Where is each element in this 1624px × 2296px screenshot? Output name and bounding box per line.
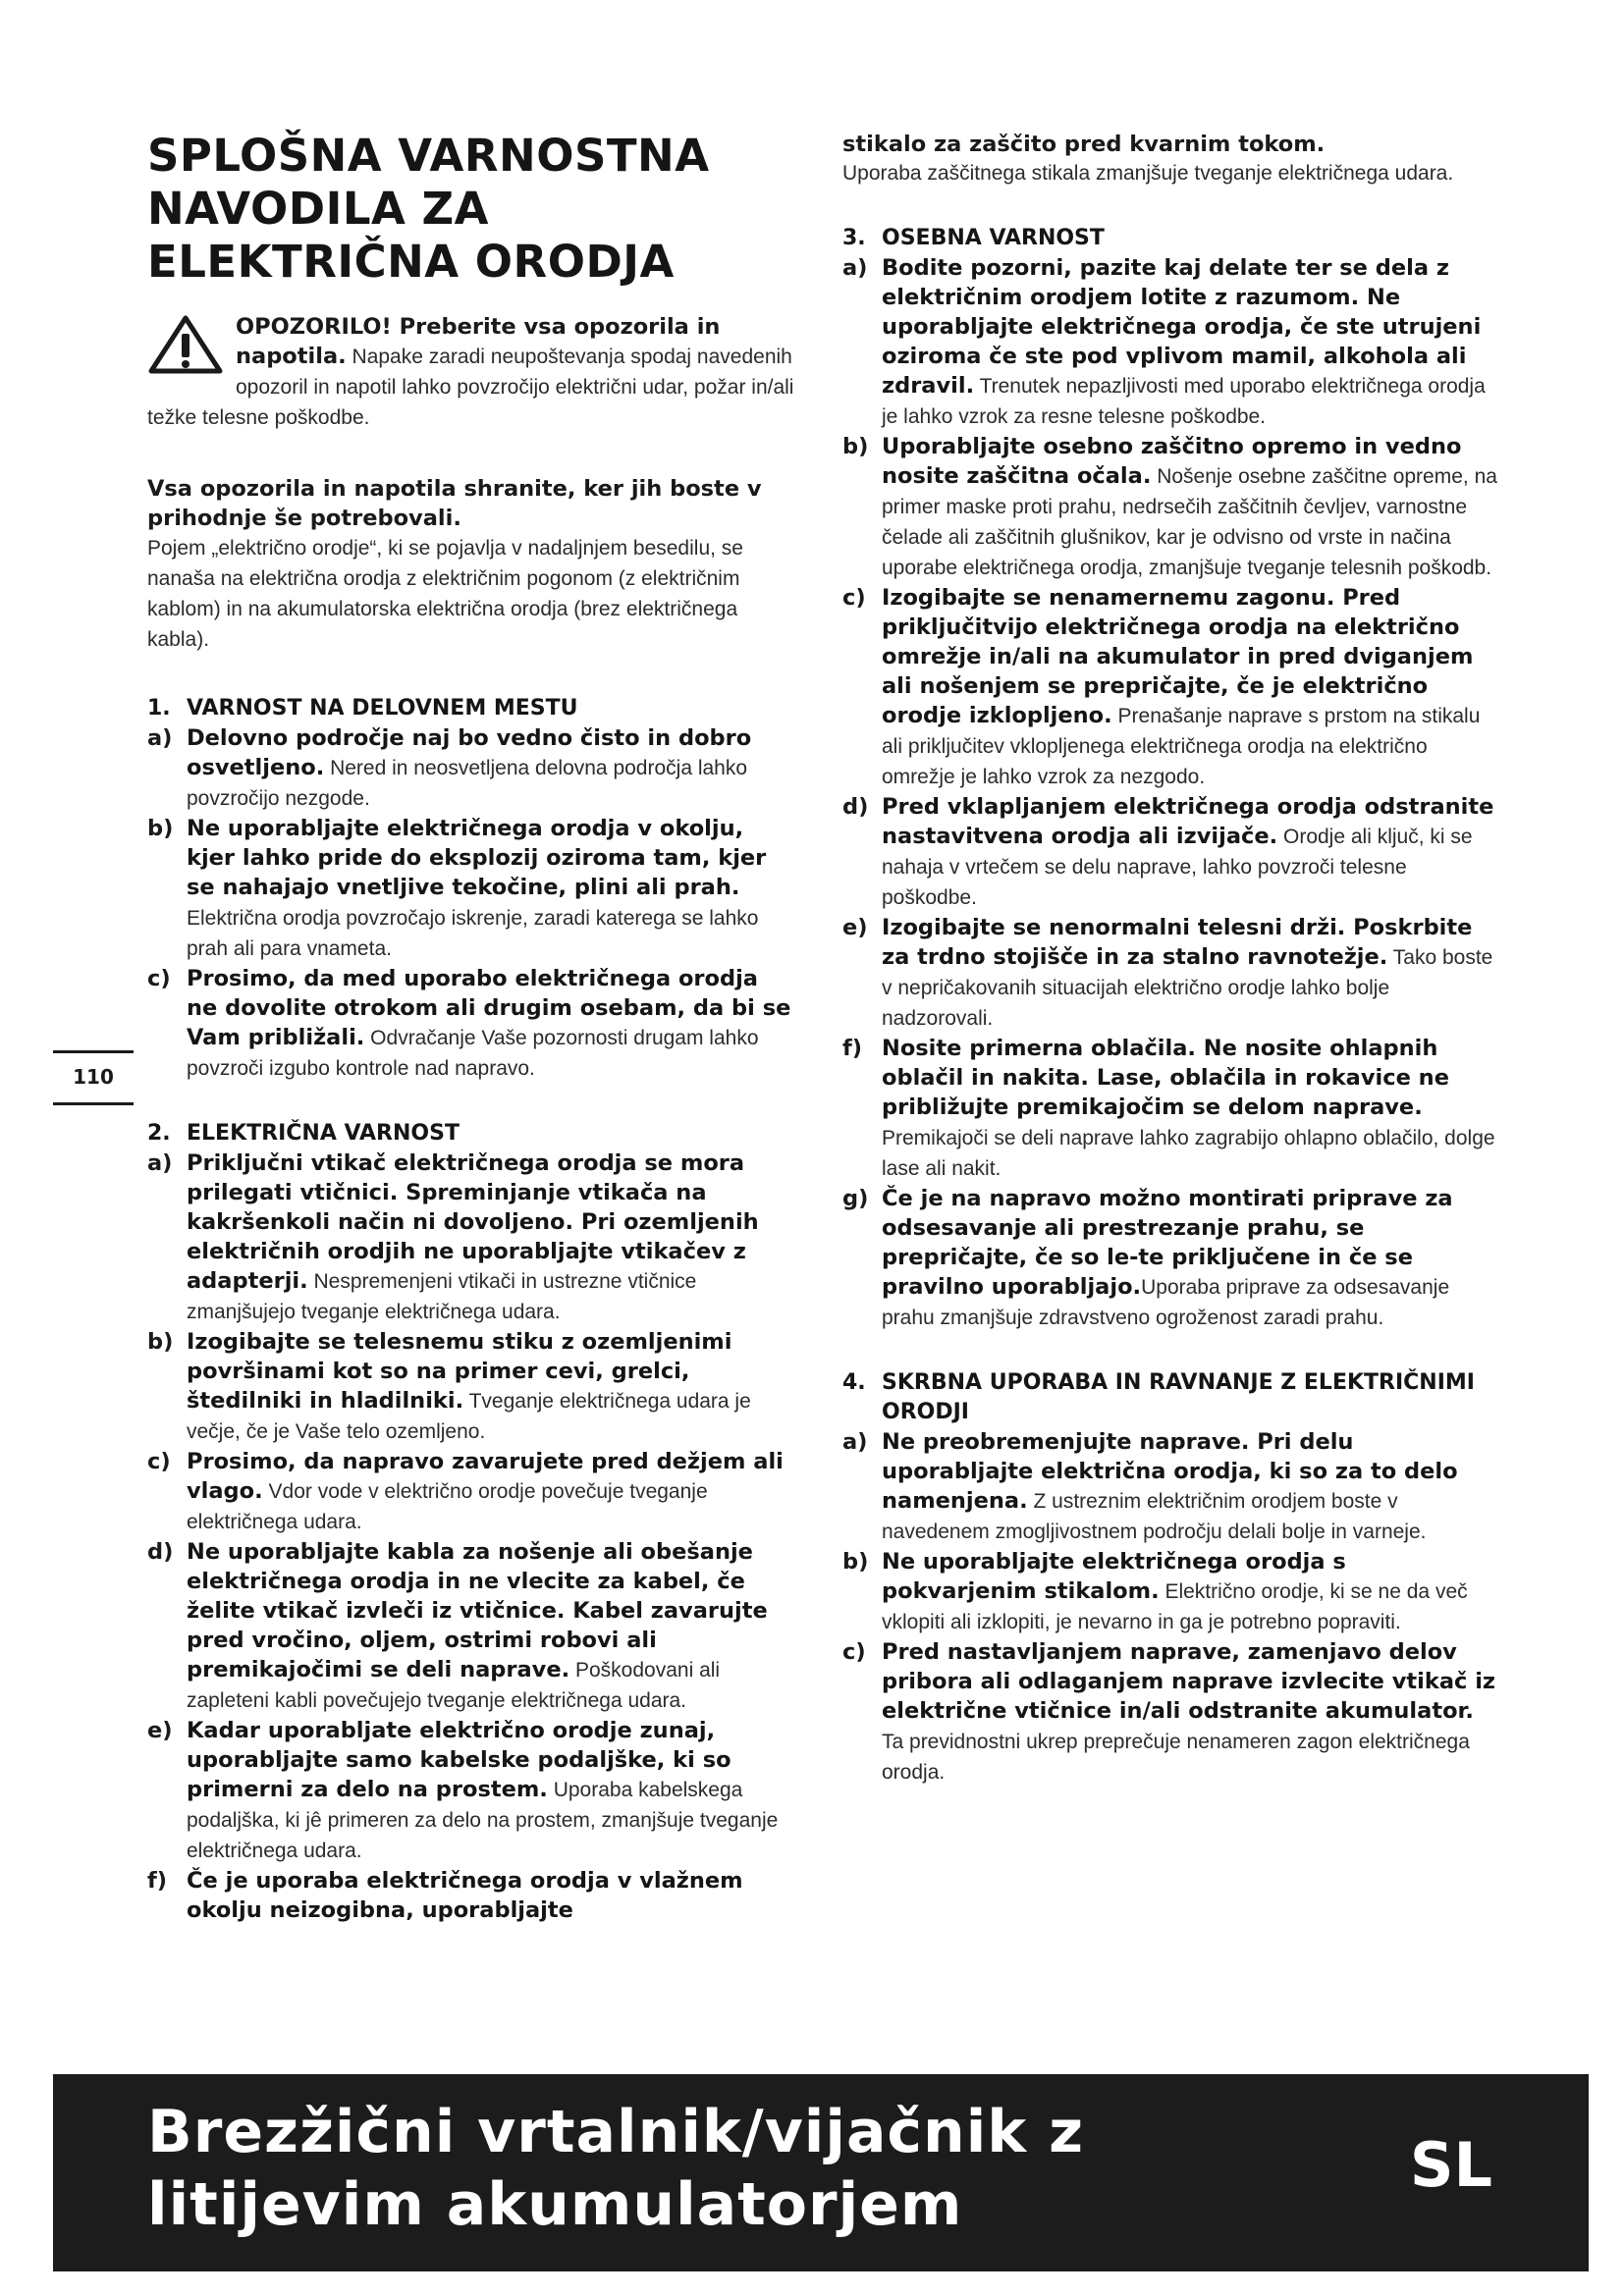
item-label: a) xyxy=(147,725,173,751)
section-number: 3. xyxy=(842,226,866,250)
item-label: b) xyxy=(147,816,174,841)
footer-product-title xyxy=(147,2096,1227,2241)
list-item xyxy=(147,964,795,1084)
item-label: b) xyxy=(147,1329,174,1355)
item-text: Trenutek nepazljivosti med uporabo električnega orodja je lahko vzrok za resne telesne poškodbe. xyxy=(882,375,1486,428)
item-bold-text: Izogibajte se nenormalni telesni drži. Poskrbite za trdno stojišče in za stalno ravnotežje. xyxy=(882,915,1473,970)
item-label: c) xyxy=(842,1639,866,1665)
list-item xyxy=(147,1866,795,1926)
right-column xyxy=(842,130,1500,1823)
item-text: Odvračanje Vaše pozornosti drugam lahko povzroči izgubo kontrole nad napravo. xyxy=(187,1027,759,1080)
item-label: e) xyxy=(147,1718,173,1743)
item-bold-text: Izogibajte se nenamernemu zagonu. Pred priključitvijo električnega orodja na električno omrežje in/ali na akumulator in pred dviganjem ali nošenjem se prepričajte, če je električno orodje izklopljeno. xyxy=(882,585,1474,728)
item-text: Orodje ali ključ, ki se nahaja v vrtečem se delu naprave, lahko povzroči telesne poškodbe. xyxy=(882,826,1473,909)
item-label: c) xyxy=(147,966,171,991)
item-text: Premikajoči se deli naprave lahko zagrabijo ohlapno oblačilo, dolge lase ali nakit. xyxy=(882,1127,1495,1180)
item-text: Prenašanje naprave s prstom na stikalu ali priključitev vklopljenega električnega orodja na električno omrežje je lahko vzrok za nezgodo. xyxy=(882,705,1481,788)
section-heading xyxy=(842,224,1500,253)
item-text: Poškodovani ali zapleteni kabli povečujejo tveganje električnega udara. xyxy=(187,1659,721,1712)
item-text: Nespremenjeni vtikači in ustrezne vtičnice zmanjšujejo tveganje električnega udara. xyxy=(187,1270,697,1323)
item-text: Nered in neosvetljena delovna področja lahko povzročijo nezgode. xyxy=(187,757,748,810)
list-item xyxy=(842,1034,1500,1184)
list-item xyxy=(147,723,795,814)
list-item xyxy=(147,1716,795,1866)
item-text: Uporaba kabelskega podaljška, ki jê primeren za delo na prostem, zmanjšuje tveganje električnega udara. xyxy=(187,1779,779,1862)
item-label: b) xyxy=(842,1549,869,1575)
list-item xyxy=(147,814,795,964)
warning-bold-text: OPOZORILO! Preberite vsa opozorila in napotila. xyxy=(236,314,721,369)
item-bold-text: Ne uporabljajte električnega orodja s pokvarjenim stikalom. xyxy=(882,1549,1346,1604)
item-text: Vdor vode v električno orodje povečuje tveganje električnega udara. xyxy=(187,1480,708,1533)
section-number: 2. xyxy=(147,1121,171,1146)
item-text: Uporaba priprave za odsesavanje prahu zmanjšuje zdravstveno ogroženost zaradi prahu. xyxy=(882,1276,1450,1329)
item-bold-text: Bodite pozorni, pazite kaj delate ter se dela z električnim orodjem lotite z razumom. Ne uporabljajte električnega orodja, če ste utrujeni oziroma če ste pod vplivom mamil, alkohola ali zdravil. xyxy=(882,255,1482,399)
footer-title-line-2: litijevim akumulatorjem xyxy=(147,2170,963,2239)
item-label: f) xyxy=(842,1036,863,1061)
warning-block xyxy=(147,312,795,433)
list-item xyxy=(147,1327,795,1447)
item-label: f) xyxy=(147,1868,168,1894)
left-column xyxy=(147,130,795,1961)
keep-text: Pojem „električno orodje“, ki se pojavlja v nadaljnjem besedilu, se nanaša na električna orodja z električnim pogonom (z električnim kablom) in na akumulatorska električna orodja (brez električnega kabla). xyxy=(147,537,743,651)
section-number: 4. xyxy=(842,1370,866,1395)
section-heading xyxy=(147,1119,795,1148)
keep-instructions-block xyxy=(147,474,795,655)
item-label: d) xyxy=(842,794,869,820)
continuation-text: Uporaba zaščitnega stikala zmanjšuje tveganje električnega udara. xyxy=(842,162,1454,185)
list-item xyxy=(842,1427,1500,1547)
language-code: SL xyxy=(1409,2129,1492,2201)
item-bold-text: Uporabljajte osebno zaščitno opremo in vedno nosite zaščitna očala. xyxy=(882,434,1462,489)
title-line-2: NAVODILA ZA xyxy=(147,183,489,235)
item-text: Z ustreznim električnim orodjem boste v navedenem zmogljivostnem področju delali bolje in varneje. xyxy=(882,1490,1427,1543)
item-label: e) xyxy=(842,915,868,940)
page-title xyxy=(147,130,795,289)
warning-text: Napake zaradi neupoštevanja spodaj navedenih opozoril in napotil lahko povzročijo električni udar, požar in/ali težke telesne poškodbe. xyxy=(147,346,794,429)
list-item xyxy=(147,1537,795,1716)
list-item xyxy=(842,432,1500,583)
item-text: Električno orodje, ki se ne da več vklopiti ali izklopiti, je nevarno in ga je potrebno popraviti. xyxy=(882,1580,1468,1633)
item-bold-text: Ne uporabljajte električnega orodja v okolju, kjer lahko pride do eksplozij oziroma tam, kjer se nahajajo vnetljive tekočine, plini ali prah. xyxy=(187,816,767,900)
item-text: Nošenje osebne zaščitne opreme, na primer maske proti prahu, nedrsečih zaščitnih čevljev, varnostne čelade ali zaščitnih glušnikov, kar je odvisno od vrste in načina uporabe električnega orodja, zmanjšuje tveganje telesnih poškodb. xyxy=(882,465,1497,579)
list-item xyxy=(842,1184,1500,1333)
item-bold-text: Ne preobremenjujte naprave. Pri delu uporabljajte električna orodja, ki so za to delo namenjena. xyxy=(882,1429,1458,1514)
item-bold-text: Prosimo, da med uporabo električnega orodja ne dovolite otrokom ali drugim osebam, da bi se Vam približali. xyxy=(187,966,791,1050)
warning-triangle-icon xyxy=(147,314,224,375)
item-text: Ta previdnostni ukrep preprečuje nenameren zagon električnega orodja. xyxy=(882,1731,1470,1784)
item-bold-text: Izogibajte se telesnemu stiku z ozemljenimi površinami kot so na primer cevi, grelci, štedilniki in hladilniki. xyxy=(187,1329,732,1414)
item-label: a) xyxy=(842,1429,868,1455)
list-item xyxy=(147,1148,795,1327)
title-line-3: ELEKTRIČNA ORODJA xyxy=(147,236,675,288)
page-number: 110 xyxy=(53,1050,134,1105)
continuation-bold-text: stikalo za zaščito pred kvarnim tokom. xyxy=(842,132,1326,157)
item-bold-text: Kadar uporabljate električno orodje zunaj, uporabljajte samo kabelske podaljške, ki so primerni za delo na prostem. xyxy=(187,1718,731,1802)
footer-bar xyxy=(53,2074,1589,2271)
item-label: g) xyxy=(842,1186,869,1211)
footer-title-line-1: Brezžični vrtalnik/vijačnik z xyxy=(147,2098,1084,2166)
section-2 xyxy=(147,1119,795,1926)
section-heading xyxy=(147,694,795,723)
section-heading xyxy=(842,1368,1500,1427)
item-label: a) xyxy=(147,1150,173,1176)
list-item xyxy=(147,1447,795,1537)
list-item xyxy=(842,1637,1500,1788)
item-label: d) xyxy=(147,1539,174,1565)
item-bold-text: Delovno področje naj bo vedno čisto in dobro osvetljeno. xyxy=(187,725,752,780)
item-bold-text: Prosimo, da napravo zavarujete pred dežjem ali vlago. xyxy=(187,1449,784,1504)
list-item xyxy=(842,913,1500,1034)
section-title: SKRBNA UPORABA IN RAVNANJE Z ELEKTRIČNIMI ORODJI xyxy=(882,1370,1475,1424)
item-bold-text: Pred nastavljanjem naprave, zamenjavo delov pribora ali odlaganjem naprave izvlecite vtikač iz električne vtičnice in/ali odstranite akumulator. xyxy=(882,1639,1496,1724)
list-item xyxy=(842,792,1500,913)
item-bold-text: Če je uporaba električnega orodja v vlažnem okolju neizogibna, uporabljajte xyxy=(187,1868,743,1923)
item-bold-text: Če je na napravo možno montirati priprave za odsesavanje ali prestrezanje prahu, se prepričajte, če so le-te priključene in če se pravilno uporabljajo. xyxy=(882,1186,1453,1300)
section-3 xyxy=(842,224,1500,1333)
list-item xyxy=(842,583,1500,792)
item-text: Tako boste v nepričakovanih situacijah električno orodje lahko bolje nadzorovali. xyxy=(882,946,1493,1030)
section-number: 1. xyxy=(147,696,171,721)
item-bold-text: Ne uporabljajte kabla za nošenje ali obešanje električnega orodja in ne vlecite za kabel, če želite vtikač izvleči iz vtičnice. Kabel zavarujte pred vročino, oljem, ostrimi robovi ali premikajočimi se deli naprave. xyxy=(187,1539,768,1682)
list-item xyxy=(842,253,1500,432)
item-bold-text: Priključni vtikač električnega orodja se mora prilegati vtičnici. Spreminjanje vtikača na kakršenkoli način ni dovoljeno. Pri ozemljenih električnih orodjih ne uporabljajte vtikačev z adapterji. xyxy=(187,1150,759,1294)
item-label: c) xyxy=(147,1449,171,1474)
item-bold-text: Nosite primerna oblačila. Ne nosite ohlapnih oblačil in nakita. Lase, oblačila in rokavice ne približujte premikajočim se delom naprave. xyxy=(882,1036,1449,1120)
item-label: a) xyxy=(842,255,868,281)
keep-bold-text: Vsa opozorila in napotila shranite, ker jih boste v prihodnje še potrebovali. xyxy=(147,476,762,531)
list-item xyxy=(842,1547,1500,1637)
item-text: Električna orodja povzročajo iskrenje, zaradi katerega se lahko prah ali para vnameta. xyxy=(187,907,759,960)
section-4 xyxy=(842,1368,1500,1788)
section-title: ELEKTRIČNA VARNOST xyxy=(187,1121,460,1146)
section-title: OSEBNA VARNOST xyxy=(882,226,1105,250)
item-label: b) xyxy=(842,434,869,459)
continuation-block xyxy=(842,130,1500,188)
item-text: Tveganje električnega udara je večje, če je Vaše telo ozemljeno. xyxy=(187,1390,751,1443)
title-line-1: SPLOŠNA VARNOSTNA xyxy=(147,130,710,182)
item-bold-text: Pred vklapljanjem električnega orodja odstranite nastavitvena orodja ali izvijače. xyxy=(882,794,1494,849)
section-title: VARNOST NA DELOVNEM MESTU xyxy=(187,696,578,721)
section-1 xyxy=(147,694,795,1084)
item-label: c) xyxy=(842,585,866,611)
